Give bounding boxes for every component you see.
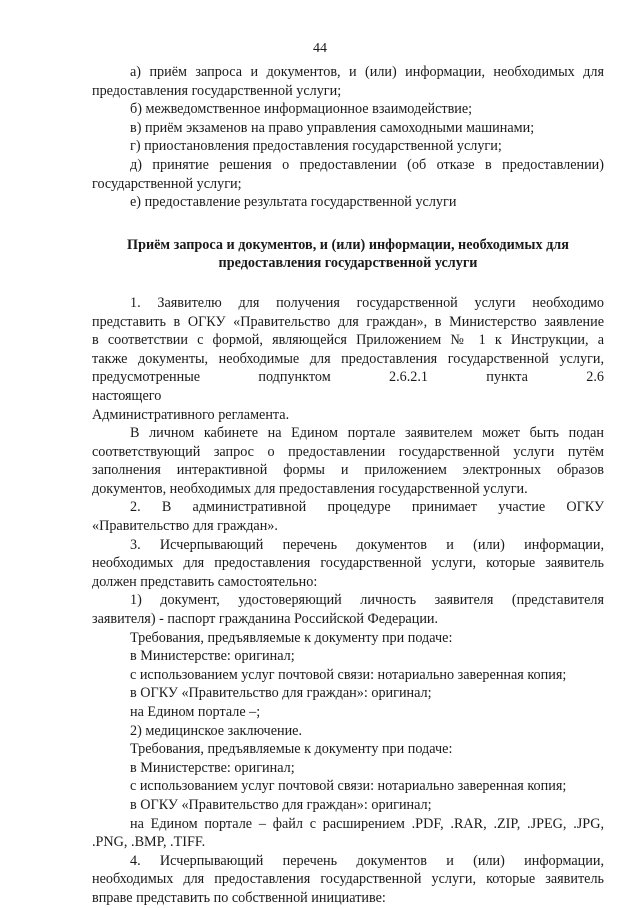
p3-line: должен представить самостоятельно:: [92, 573, 318, 590]
p1b-line: соответствующий запрос о предоставлении государственной услуги путём: [92, 443, 604, 460]
p3-line: 3. Исчерпывающий перечень документов и (или) информации,: [130, 536, 604, 553]
p1b-line: заполнения интерактивной формы и приложением электронных образов: [92, 462, 604, 479]
section-heading: [92, 236, 604, 273]
list-item-b: б) межведомственное информационное взаимодействие;: [130, 101, 473, 118]
doc1-line: заявителя) - паспорт гражданина Российской Федерации.: [92, 611, 439, 628]
section-heading-line2: предоставления государственной услуги: [218, 255, 478, 272]
section-heading-line1: Приём запроса и документов, и (или) информации, необходимых для: [127, 236, 569, 253]
p3-line: необходимых для предоставления государственной услуги, которые заявитель: [92, 555, 604, 572]
list-item-f: е) предоставление результата государственной услуги: [130, 194, 457, 211]
req1-line: Требования, предъявляемые к документу при подаче:: [130, 629, 453, 646]
list-item-a-line1: а) приём запроса и документов, и (или) информации, необходимых для: [130, 64, 604, 80]
req2-line: с использованием услуг почтовой связи: нотариально заверенная копия;: [130, 778, 567, 795]
p1-line: предусмотренные подпунктом 2.6.2.1 пункта 2.6 настоящего: [92, 369, 604, 404]
p4-line: необходимых для предоставления государственной услуги, которые заявитель: [92, 871, 604, 888]
req1-line: в ОГКУ «Правительство для граждан»: оригинал;: [130, 685, 432, 702]
req2-line: Требования, предъявляемые к документу при подаче:: [130, 741, 453, 758]
p2-line: «Правительство для граждан».: [92, 518, 278, 535]
p4-line: вправе представить по собственной инициативе:: [92, 889, 386, 906]
req1-line: с использованием услуг почтовой связи: нотариально заверенная копия;: [130, 666, 567, 683]
doc1-line: 1) документ, удостоверяющий личность заявителя (представителя: [130, 592, 604, 609]
portal2-line: на Едином портале – файл с расширением .PDF, .RAR, .ZIP, .JPEG, .JPG,: [130, 815, 604, 832]
list-item-a-line2: предоставления государственной услуги;: [92, 82, 342, 99]
doc2-line: 2) медицинское заключение.: [130, 722, 303, 739]
p1-line: 1. Заявителю для получения государственной услуги необходимо: [130, 294, 604, 311]
p1-line: представить в ОГКУ «Правительство для граждан», в Министерство заявление: [92, 313, 604, 330]
portal2-line: .PNG, .BMP, .TIFF.: [92, 834, 206, 851]
list-item-d: г) приостановления предоставления государственной услуги;: [130, 138, 502, 155]
p1b-line: В личном кабинете на Едином портале заявителем может быть подан: [130, 425, 604, 442]
document-body: [92, 63, 604, 908]
req2-line: в ОГКУ «Правительство для граждан»: оригинал;: [130, 796, 432, 813]
p1b-line: документов, необходимых для предоставления государственной услуги.: [92, 480, 528, 497]
list-item-e-line2: государственной услуги;: [92, 175, 242, 192]
req1-line: на Едином портале –;: [130, 704, 261, 720]
p1-line: в соответствии с формой, являющейся Приложением № 1 к Инструкции, а: [92, 332, 604, 349]
list-item-e-line1: д) принятие решения о предоставлении (об отказе в предоставлении): [130, 156, 604, 173]
p1-line: также документы, необходимые для предоставления государственной услуги,: [92, 350, 604, 367]
p1-line: Административного регламента.: [92, 406, 290, 423]
p2-line: 2. В административной процедуре принимает участие ОГКУ: [130, 499, 604, 516]
req1-line: в Министерстве: оригинал;: [130, 648, 295, 665]
page-number: 44: [313, 41, 327, 56]
req2-line: в Министерстве: оригинал;: [130, 759, 295, 776]
list-item-c: в) приём экзаменов на право управления самоходными машинами;: [130, 119, 535, 136]
p4-line: 4. Исчерпывающий перечень документов и (или) информации,: [130, 852, 604, 869]
